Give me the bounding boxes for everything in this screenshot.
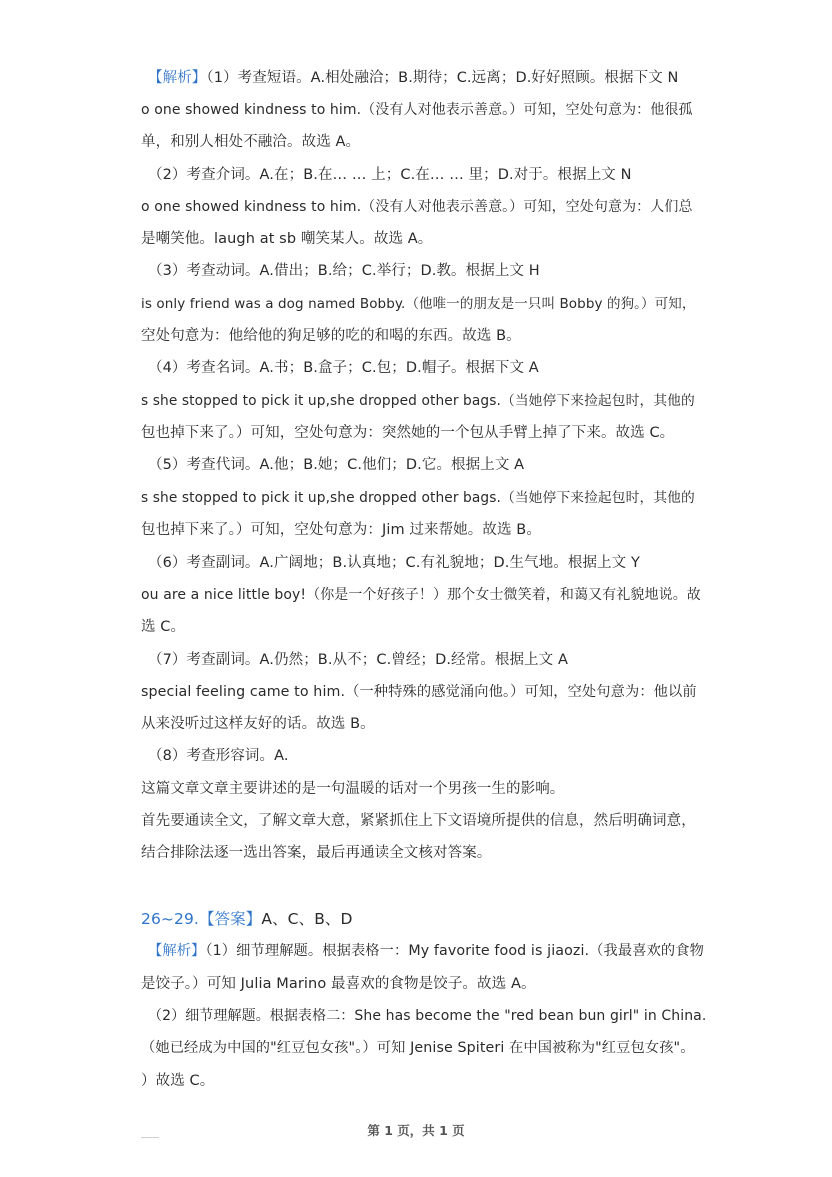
analysis-line-11: s she stopped to pick it up,she dropped other bags.（当她停下来捡起包时，其他的 [141,393,695,409]
analysis-line-4: （2）考查介词。A.在；B.在… … 上；C.在… … 里；D.对于。根据上文 N [148,167,632,183]
footer-mark [141,1137,159,1138]
analysis-tag: 【解析】 [148,70,207,86]
answer-values: A、C、B、D [261,910,353,928]
analysis-line-14: s she stopped to pick it up,she dropped other bags.（当她停下来捡起包时，其他的 [141,490,695,506]
analysis2-line-5: ）故选 C。 [141,1073,215,1089]
analysis2-line-2: 是饺子。）可知 Julia Marino 最喜欢的食物是饺子。故选 A。 [141,976,536,992]
summary-line-2: 首先要通读全文，了解文章大意，紧紧抓住上下文语境所提供的信息，然后明确词意， [141,813,696,829]
analysis-tag: 【解析】 [148,943,206,959]
analysis-line-10: （4）考查名词。A.书；B.盒子；C.包；D.帽子。根据下文 A [148,360,539,376]
analysis-line-22: （8）考查形容词。A. [148,748,289,764]
summary-line-1: 这篇文章文章主要讲述的是一句温暖的话对一个男孩一生的影响。 [141,781,565,797]
analysis-line-21: 从来没听过这样友好的话。故选 B。 [141,716,375,732]
analysis-line-3: 单，和别人相处不融洽。故选 A。 [141,134,361,150]
analysis-line-13: （5）考查代词。A.他；B.她；C.他们；D.它。根据上文 A [148,457,525,473]
analysis-line-20: special feeling came to him.（一种特殊的感觉涌向他。）可知，空处句意为：他以前 [141,684,697,700]
analysis-line-9: 空处句意为：他给他的狗足够的吃的和喝的东西。故选 B。 [141,328,521,344]
answer-tag: 【答案】 [198,910,262,928]
analysis-line-2: o one showed kindness to him.（没有人对他表示善意。）可知，空处句意为：他很孤 [141,102,693,118]
analysis-line-12: 包也掉下来了。）可知，空处句意为：突然她的一个包从手臂上掉了下来。故选 C。 [141,425,675,441]
analysis-line-5: o one showed kindness to him.（没有人对他表示善意。）可知，空处句意为：人们总 [141,199,693,215]
analysis-line-17: ou are a nice little boy!（你是一个好孩子！）那个女士微笑着，和蔼又有礼貌地说。故 [141,587,701,603]
analysis-line-16: （6）考查副词。A.广阔地；B.认真地；C.有礼貌地；D.生气地。根据上文 Y [148,555,640,571]
page-number: 第 1 页，共 1 页 [367,1123,465,1138]
question-range: 26~29. [141,910,199,928]
analysis-line-8: is only friend was a dog named Bobby.（他唯一的朋友是一只叫 Bobby 的狗。）可知， [141,296,696,312]
analysis2-line-3: （2）细节理解题。根据表格二：She has become the "red bean bun girl" in China. [148,1008,707,1024]
analysis2-line-1: 【解析】（1）细节理解题。根据表格一：My favorite food is jiaozi.（我最喜欢的食物 [148,943,704,959]
analysis-line-1: 【解析】（1）考查短语。A.相处融洽；B.期待；C.远离；D.好好照顾。根据下文 N [148,70,679,86]
answer-header [141,909,701,929]
analysis-line-7: （3）考查动词。A.借出；B.给；C.举行；D.教。根据上文 H [148,263,540,279]
analysis2-line-4: （她已经成为中国的"红豆包女孩"。）可知 Jenise Spiteri 在中国被称为"红豆包女孩"。 [141,1040,695,1056]
analysis-line-18: 选 C。 [141,619,186,635]
analysis-line-15: 包也掉下来了。）可知，空处句意为：Jim 过来帮她。故选 B。 [141,522,541,538]
summary-line-3: 结合排除法逐一选出答案，最后再通读全文核对答案。 [141,845,492,861]
analysis-line-19: （7）考查副词。A.仍然；B.从不；C.曾经；D.经常。根据上文 A [148,652,568,668]
analysis-line-6: 是嘲笑他。laugh at sb 嘲笑某人。故选 A。 [141,231,433,247]
